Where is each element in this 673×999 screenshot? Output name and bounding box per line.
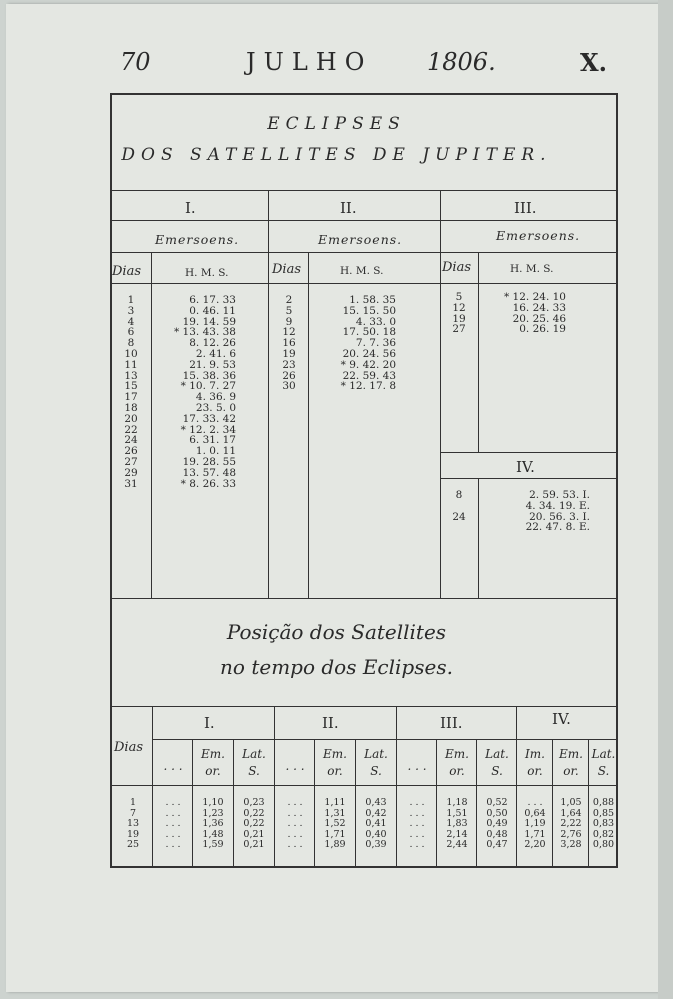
sat-i-time: * 10. 7. 27 [180, 380, 236, 393]
pos-lat-cell: 0,40 [365, 828, 387, 840]
pos-iv-em-cell: 1,64 [560, 807, 582, 819]
sat-iv-day: 8 [455, 489, 463, 501]
sat-i-day: 6 [127, 326, 135, 339]
sat-iv-day [446, 501, 472, 512]
sat-iii-times-column [486, 292, 566, 335]
sat-i-time: 0. 46. 11 [189, 304, 236, 317]
pos-dots-cell: . . . [165, 828, 181, 840]
rule [233, 739, 234, 866]
sat-ii-time: 20. 24. 56 [342, 347, 396, 360]
pos-lat-cell: 0,42 [365, 807, 387, 819]
sat-i-day: 4 [127, 315, 135, 328]
sat-i-time: * 12. 2. 34 [180, 423, 236, 436]
sat-ii-day: 2 [285, 294, 293, 306]
pos-dots-cell: . . . [409, 797, 425, 808]
sat-ii-times-column [318, 295, 396, 392]
sat-i-day: 8 [127, 337, 135, 350]
pos-dots-cell: . . . [287, 839, 303, 850]
pos-em-cell: 1,48 [202, 828, 224, 840]
pos-ii-em-header: Em. or. [323, 747, 347, 778]
pos-dots-cell: . . . [409, 807, 425, 819]
sat-iii-day: 12 [452, 301, 466, 314]
sat-i-time: * 13. 43. 38 [173, 326, 236, 339]
sat-i-emersoens: Emersoens. [155, 232, 240, 247]
sat-i-days-column [118, 295, 144, 489]
positions-title-line1: Posição dos Satellites [226, 620, 447, 644]
sat-ii-dias: Dias [272, 262, 302, 277]
sat-ii-day: 23 [282, 358, 296, 371]
pos-ii-lat-column [357, 798, 395, 851]
sat-iv-time: 22. 47. 8. E. [525, 521, 590, 534]
sheet-mark: X. [580, 48, 607, 77]
pos-iv-em-cell: 1,05 [560, 797, 582, 808]
sat-i-day: 31 [124, 477, 138, 490]
pos-iii-dots-column [400, 798, 434, 851]
sat-iii-days-column [446, 292, 472, 335]
sat-i-time: 15. 38. 36 [182, 369, 236, 382]
rule [552, 739, 553, 866]
rule [110, 785, 618, 786]
rule [516, 706, 517, 866]
rule [476, 739, 477, 866]
pos-iv-lat-cell: 0,83 [592, 818, 615, 829]
pos-ii-lat-header: Lat. S. [364, 747, 388, 778]
sat-ii-day: 12 [282, 326, 296, 339]
positions-day: 1 [129, 797, 137, 808]
pos-iv-im-header: Im. or. [525, 747, 545, 778]
sat-iii-time: 16. 24. 33 [512, 301, 566, 314]
sat-ii-day: 16 [282, 337, 296, 350]
positions-day: 25 [126, 839, 140, 850]
pos-i-dots-header: . . . [163, 759, 183, 773]
pos-iv-im-cell: 2,20 [524, 839, 546, 850]
rule [355, 739, 356, 866]
pos-iv-em-column [554, 798, 588, 851]
positions-day: 13 [126, 818, 140, 829]
pos-em-cell: 2,14 [446, 828, 468, 840]
pos-iii-dots-header: . . . [407, 759, 427, 773]
pos-lat-cell: 0,23 [243, 797, 265, 808]
pos-iv-em-cell: 3,28 [560, 839, 582, 850]
pos-ii-heading: II. [322, 714, 339, 732]
pos-lat-cell: 0,48 [486, 828, 508, 840]
sat-i-time: 17. 33. 42 [182, 412, 236, 425]
pos-lat-cell: 0,41 [365, 818, 387, 829]
pos-dots-cell: . . . [287, 828, 303, 840]
sat-ii-time: * 12. 17. 8 [340, 380, 396, 393]
pos-lat-cell: 0,52 [486, 797, 508, 808]
pos-iv-lat-cell: 0,85 [592, 807, 615, 819]
pos-iv-em-header: Em. or. [559, 747, 583, 778]
pos-iii-lat-header: Lat. S. [485, 747, 509, 778]
rule [110, 706, 618, 707]
sat-ii-time: * 9. 42. 20 [340, 358, 396, 371]
pos-lat-cell: 0,21 [243, 828, 265, 840]
sat-i-time: * 8. 26. 33 [180, 477, 236, 490]
pos-iv-im-cell: 0,64 [524, 807, 546, 819]
rule [274, 706, 275, 866]
sat-i-time: 19. 28. 55 [182, 455, 236, 468]
sat-i-time: 19. 14. 59 [182, 315, 236, 328]
rule [308, 252, 309, 598]
sat-ii-day: 9 [285, 315, 293, 328]
pos-em-cell: 1,89 [324, 839, 346, 850]
positions-title-line2: no tempo dos Eclipses. [220, 655, 453, 679]
pos-iii-em-header: Em. or. [445, 747, 469, 778]
positions-day: 19 [126, 828, 140, 840]
sat-i-day: 10 [124, 347, 138, 360]
pos-em-cell: 1,36 [202, 818, 224, 829]
month-title: JULHO [246, 48, 373, 76]
pos-lat-cell: 0,22 [243, 818, 265, 829]
sat-ii-days-column [276, 295, 302, 392]
sat-i-day: 26 [124, 445, 138, 458]
rule [268, 190, 269, 598]
pos-iv-heading: IV. [552, 710, 571, 728]
pos-i-lat-header: Lat. S. [242, 747, 266, 778]
sat-i-day: 13 [124, 369, 138, 382]
sat-i-times-column [158, 295, 236, 489]
pos-lat-cell: 0,49 [486, 818, 508, 829]
pos-iv-im-column [518, 798, 552, 851]
sat-iii-time: 0. 26. 19 [519, 323, 566, 336]
rule [110, 252, 618, 253]
pos-dots-cell: . . . [165, 818, 181, 829]
pos-lat-cell: 0,47 [486, 839, 508, 850]
sat-ii-time: 22. 59. 43 [342, 369, 396, 382]
sat-i-day: 3 [127, 304, 135, 317]
sat-i-heading: I. [185, 199, 196, 217]
pos-em-cell: 1,59 [202, 839, 224, 850]
pos-lat-cell: 0,22 [243, 807, 265, 819]
sat-i-time: 1. 0. 11 [195, 445, 236, 458]
positions-day: 7 [129, 807, 137, 819]
rule [110, 598, 618, 599]
pos-iii-em-column [438, 798, 476, 851]
sat-i-time: 8. 12. 26 [189, 337, 236, 350]
sat-ii-day: 5 [285, 304, 293, 317]
sat-ii-heading: II. [340, 199, 357, 217]
sat-iii-emersoens: Emersoens. [496, 228, 581, 243]
sat-iv-time: 2. 59. 53. I. [529, 489, 590, 501]
sat-iii-day: 27 [452, 323, 466, 336]
pos-em-cell: 1,31 [324, 807, 346, 819]
rule [110, 220, 618, 221]
positions-days-column [118, 798, 148, 851]
sat-iii-day: 19 [452, 312, 466, 325]
sat-ii-time: 7. 7. 36 [355, 337, 396, 350]
pos-ii-dots-header: . . . [285, 759, 305, 773]
sat-ii-day: 19 [282, 347, 296, 360]
sat-iv-day: 24 [452, 510, 466, 523]
sat-i-time: 21. 9. 53 [189, 358, 236, 371]
sat-ii-time: 1. 58. 35 [349, 294, 396, 306]
pos-em-cell: 2,44 [446, 839, 468, 850]
pos-dots-cell: . . . [287, 797, 303, 808]
sat-i-day: 20 [124, 412, 138, 425]
pos-dots-cell: . . . [165, 797, 181, 808]
pos-lat-cell: 0,43 [365, 797, 387, 808]
pos-iv-im-cell: 1,19 [524, 818, 546, 829]
sat-i-day: 11 [124, 358, 138, 371]
year: 1806. [427, 48, 496, 76]
rule [440, 478, 618, 479]
rule [440, 190, 441, 598]
pos-lat-cell: 0,50 [486, 807, 508, 819]
sat-ii-hms: H. M. S. [340, 265, 384, 277]
pos-i-dots-column [156, 798, 190, 851]
pos-dots-cell: . . . [409, 818, 425, 829]
rule [192, 739, 193, 866]
sat-i-time: 6. 31. 17 [189, 434, 236, 447]
rule [110, 190, 618, 191]
sat-iii-heading: III. [514, 199, 537, 217]
pos-dots-cell: . . . [287, 807, 303, 819]
rule [396, 706, 397, 866]
sat-i-day: 24 [124, 434, 138, 447]
sat-ii-day: 26 [282, 369, 296, 382]
pos-em-cell: 1,71 [324, 828, 346, 840]
rule [314, 739, 315, 866]
rule [440, 452, 618, 453]
sat-iii-time: 20. 25. 46 [512, 312, 566, 325]
pos-dots-cell: . . . [165, 807, 181, 819]
page-number: 70 [120, 48, 151, 76]
sat-i-day: 22 [124, 423, 138, 436]
sat-iv-time: 4. 34. 19. E. [525, 499, 590, 512]
pos-i-em-header: Em. or. [201, 747, 225, 778]
pos-ii-em-column [316, 798, 354, 851]
rule [110, 283, 618, 284]
sat-iii-dias: Dias [442, 260, 472, 275]
pos-em-cell: 1,83 [446, 818, 468, 829]
rule [478, 478, 479, 598]
sat-i-time: 4. 36. 9 [195, 391, 236, 404]
table-title-line1: ECLIPSES [267, 114, 406, 134]
rule [152, 739, 618, 740]
pos-iv-im-cell: 1,71 [524, 828, 546, 840]
pos-iv-em-cell: 2,76 [560, 828, 582, 840]
sat-i-day: 1 [127, 294, 135, 306]
positions-dias: Dias [114, 740, 144, 755]
pos-ii-dots-column [278, 798, 312, 851]
pos-dots-cell: . . . [409, 828, 425, 840]
sat-i-time: 13. 57. 48 [182, 466, 236, 479]
sat-i-day: 29 [124, 466, 138, 479]
sat-ii-time: 15. 15. 50 [342, 304, 396, 317]
pos-iv-lat-cell: 0,82 [592, 828, 615, 840]
rule [152, 706, 153, 866]
sat-iv-time: 20. 56. 3. I. [529, 510, 590, 523]
pos-em-cell: 1,18 [446, 797, 468, 808]
sat-iii-day: 5 [455, 291, 463, 303]
sat-i-time: 2. 41. 6 [195, 347, 236, 360]
sat-i-day: 18 [124, 401, 138, 414]
pos-em-cell: 1,10 [202, 797, 224, 808]
sat-i-day: 15 [124, 380, 138, 393]
pos-iv-lat-cell: 0,80 [592, 839, 615, 850]
sat-i-day: 27 [124, 455, 138, 468]
sat-ii-emersoens: Emersoens. [318, 232, 403, 247]
sat-iv-days-column [446, 490, 472, 533]
pos-em-cell: 1,51 [446, 807, 468, 819]
pos-lat-cell: 0,39 [365, 839, 387, 850]
page-header [0, 48, 673, 84]
pos-i-em-column [194, 798, 232, 851]
pos-lat-cell: 0,21 [243, 839, 265, 850]
pos-em-cell: 1,11 [324, 797, 346, 808]
rule [478, 252, 479, 452]
sat-ii-time: 17. 50. 18 [342, 326, 396, 339]
pos-iv-im-cell: . . . [527, 797, 543, 808]
rule [436, 739, 437, 866]
pos-i-heading: I. [204, 714, 215, 732]
sat-i-time: 23. 5. 0 [195, 401, 236, 414]
pos-em-cell: 1,52 [324, 818, 346, 829]
sat-i-hms: H. M. S. [185, 267, 229, 279]
pos-iv-lat-column [589, 798, 618, 851]
pos-iii-lat-column [478, 798, 516, 851]
sat-i-dias: Dias [112, 264, 142, 279]
pos-em-cell: 1,23 [202, 807, 224, 819]
sat-iii-hms: H. M. S. [510, 263, 554, 275]
pos-i-lat-column [235, 798, 273, 851]
pos-iv-lat-cell: 0,88 [592, 797, 615, 808]
sat-iv-times-column [486, 490, 590, 533]
sat-iv-day [446, 522, 472, 533]
sat-iii-time: * 12. 24. 10 [503, 291, 566, 303]
pos-dots-cell: . . . [409, 839, 425, 850]
pos-dots-cell: . . . [287, 818, 303, 829]
sat-iv-heading: IV. [516, 458, 535, 476]
pos-iv-lat-header: Lat. S. [591, 747, 616, 778]
pos-iv-em-cell: 2,22 [560, 818, 582, 829]
sat-ii-time: 4. 33. 0 [355, 315, 396, 328]
sat-i-time: 6. 17. 33 [189, 294, 236, 306]
sat-i-day: 17 [124, 391, 138, 404]
sat-ii-day: 30 [282, 380, 296, 393]
rule [151, 252, 152, 598]
pos-iii-heading: III. [440, 714, 463, 732]
pos-dots-cell: . . . [165, 839, 181, 850]
table-title-line2: DOS SATELLITES DE JUPITER. [121, 145, 552, 165]
